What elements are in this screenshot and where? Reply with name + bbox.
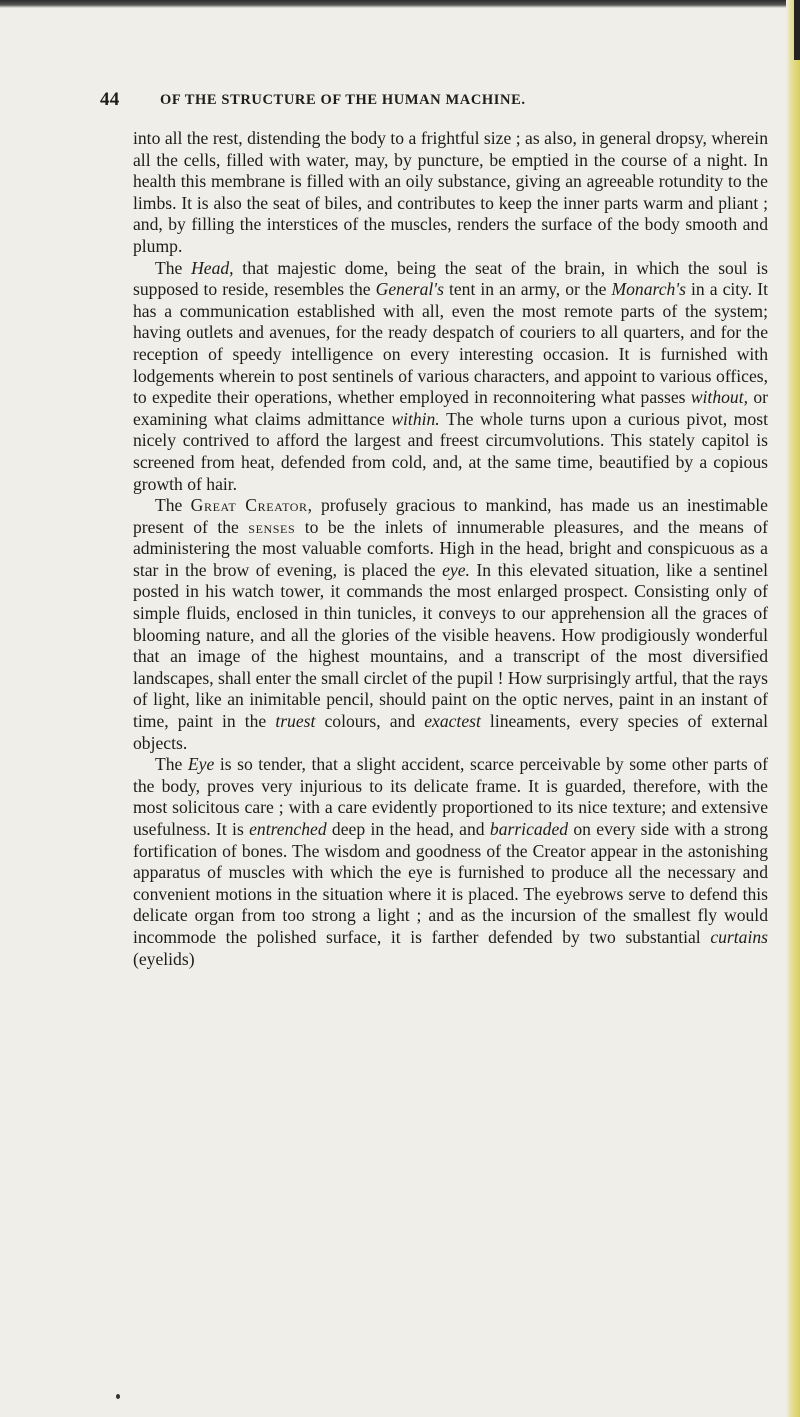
text-run: The [155,754,188,775]
emphasis-head: Head, [191,257,234,278]
paragraph-4 [133,754,768,970]
emphasis-without: without, [690,387,749,408]
emphasis-truest: truest [275,711,316,732]
emphasis-eye: eye. [442,559,470,580]
small-caps-senses: senses [248,516,296,537]
text-run: profusely gracious to mankind, has made us an inestimable present of the [133,495,768,537]
paragraph-3 [133,495,768,754]
page-header [100,89,700,111]
page-top-edge [0,0,800,8]
emphasis-barricaded: barricaded [489,819,569,839]
text-run: that majestic dome, being the seat of the brain, in which the soul is supposed to reside, resembles the [133,257,768,300]
small-caps-great-creator: Great Creator, [190,495,313,516]
page-corner-shadow [794,0,800,60]
ink-speck [116,1394,120,1399]
text-run: or examining what claims admittance [133,387,768,429]
emphasis-eye: Eye [187,754,215,775]
text-run: on every side with a strong fortification of bones. The wisdom and goodness of the Creator appear in the astonishing apparatus of muscles with which the eye is furnished to produce all the necessary and convenient motions in the situation where it is placed. The eyebrows serve to defend this delicate organ from too strong a light ; and as the incursion of the smallest fly would incommode the polished surface, it is farther defended by two substantial [133,819,769,947]
text-run: (eyelids) [133,948,195,969]
emphasis-monarch: Monarch's [611,279,686,300]
paragraph-2 [133,258,768,496]
text-run: is so tender, that a slight accident, scarce perceivable by some other parts of the body, proves very injurious to its delicate frame. It is guarded, therefore, with the most solicitous care ; with a care evidently proportioned to its nice texture; and extensive usefulness. It is [133,754,768,839]
emphasis-exactest: exactest [424,711,481,732]
running-head: OF THE STRUCTURE OF THE HUMAN MACHINE. [160,92,526,108]
emphasis-entrenched: entrenched [249,819,327,839]
text-run: tent in an army, or the [443,279,612,300]
emphasis-general: General's [375,279,444,300]
page-number: 44 [100,89,120,110]
emphasis-curtains: curtains [710,926,768,947]
text-run: deep in the head, and [326,819,490,839]
text-run: The whole turns upon a curious pivot, most nicely contrived to afford the largest and freest circumvolutions. This stately capitol is screened from heat, defended from cold, and, at the same time, beautified by a copious growth of hair. [133,408,768,494]
text-run: lineaments, every species of external objects. [133,711,769,753]
text-run: The [155,257,192,278]
text-run: to be the inlets of innumerable pleasures, and the means of administering the most valuable comforts. High in the head, bright and conspicuous as a star in the brow of evening, is placed the [133,516,768,580]
text-run: In this elevated situation, like a sentinel posted in his watch tower, it commands the most enlarged prospect. Consisting only of simple fluids, enclosed in thin tunicles, it conveys to our apprehension all the graces of blooming nature, and all the glories of the visible heavens. How prodigiously wonderful that an image of the highest mountains, and a transcript of the most diversified landscapes, shall enter the small circlet of the pupil ! How surprisingly artful, that the rays of light, like an inimitable pencil, should paint on the optic nerves, paint in an instant of time, paint in the [133,559,768,732]
body-text [133,128,768,970]
paragraph-1: into all the rest, distending the body to a frightful size ; as also, in general dropsy, wherein all the cells, filled with water, may, by puncture, be emptied in the course of a night. In health this membrane is filled with an oily substance, giving an agreeable rotundity to the limbs. It is also the seat of biles, and contributes to keep the inner parts warm and pliant ; and, by filling the interstices of the muscles, renders the surface of the body smooth and plump. [133,128,768,256]
emphasis-within: within. [391,408,440,429]
text-run: The [155,495,191,516]
text-run: colours, and [315,711,425,732]
page-right-edge [786,0,800,1417]
text-run: in a city. It has a communication established with all, even the most remote parts of the system; having outlets and avenues, for the ready despatch of couriers to all quarters, and for the reception of speedy intelligence on every interesting occasion. It is furnished with lodgements wherein to post sentinels of various characters, and appoint to various offices, to expedite their operations, whether employed in reconnoitering what passes [133,279,768,408]
